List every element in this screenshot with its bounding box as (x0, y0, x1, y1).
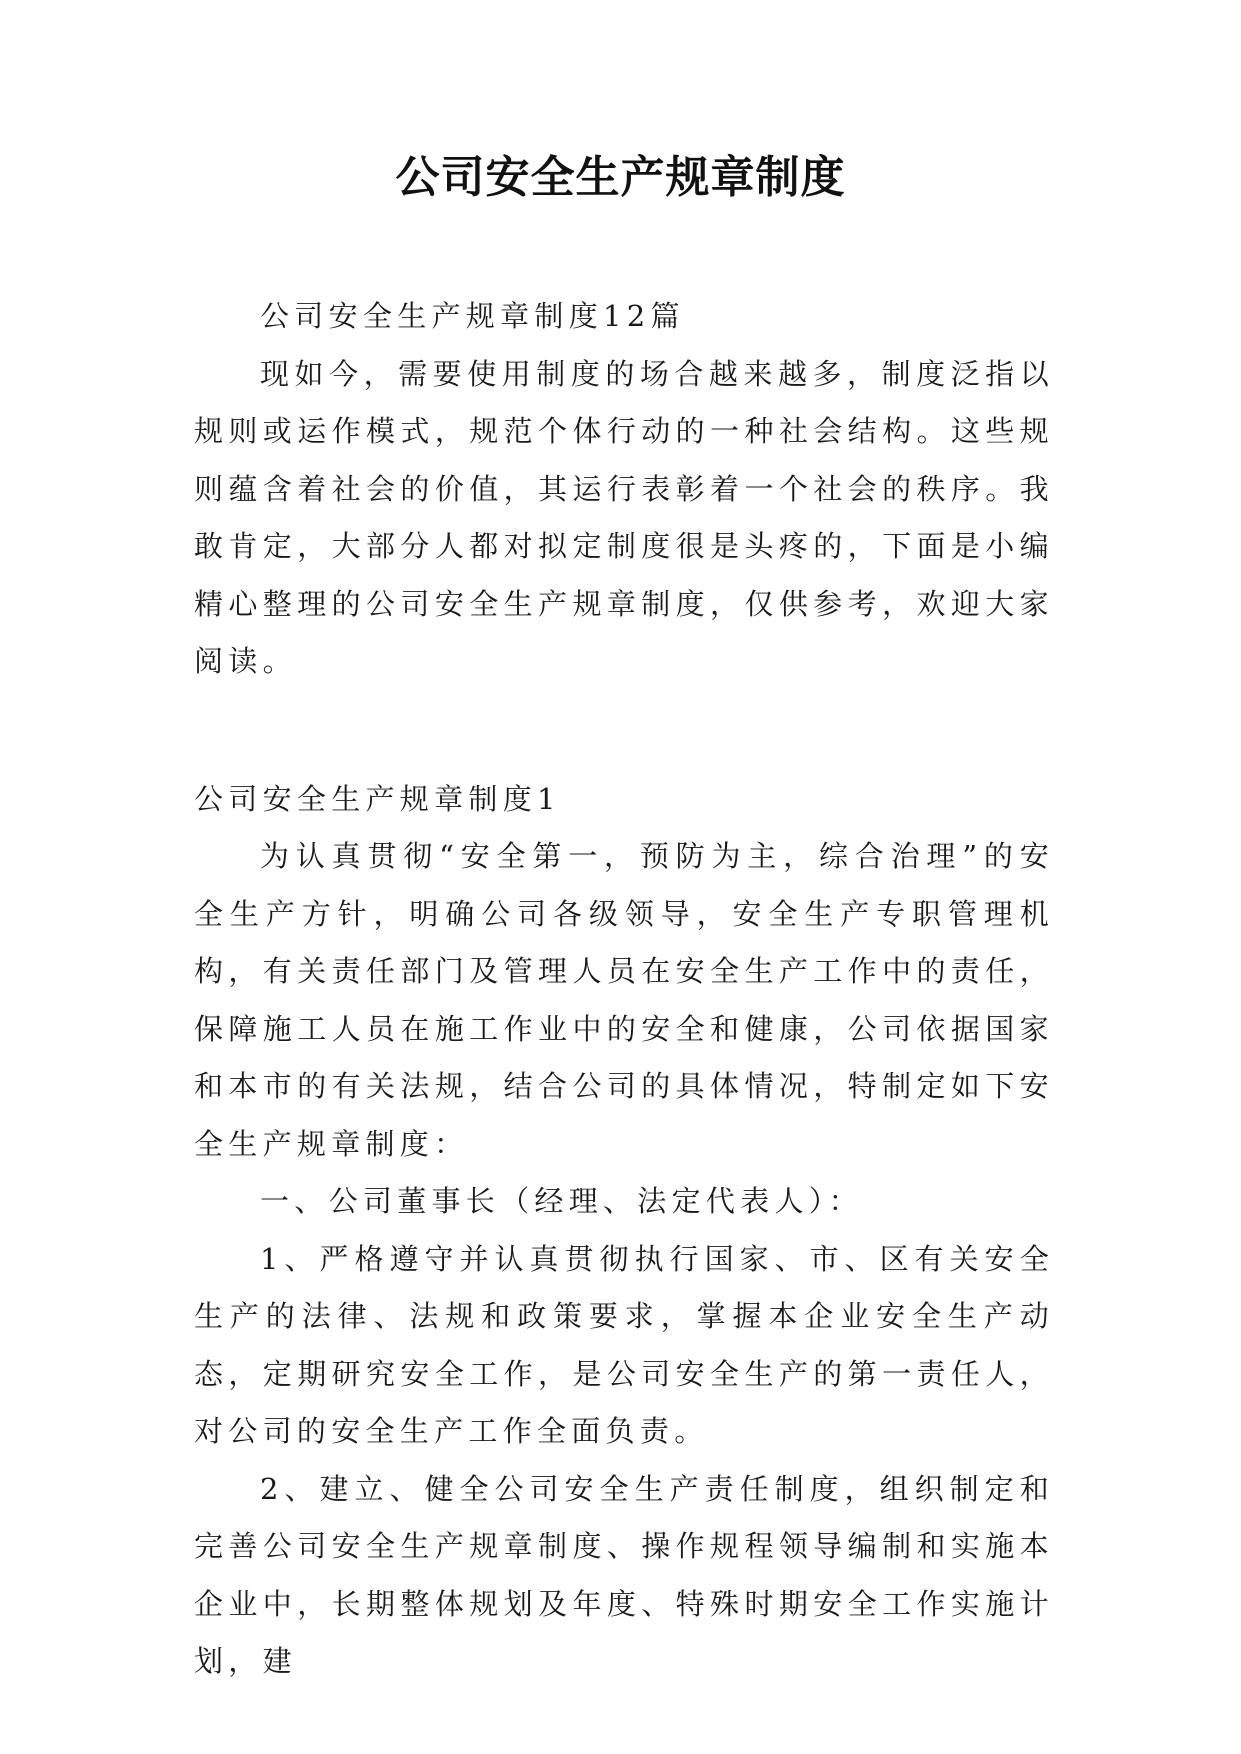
intro-paragraph: 现如今，需要使用制度的场合越来越多，制度泛指以规则或运作模式，规范个体行动的一种社会结构。这些规则蕴含着社会的价值，其运行表彰着一个社会的秩序。我敢肯定，大部分人都对拟定制度很是头疼的，下面是小编精心整理的公司安全生产规章制度，仅供参考，欢迎大家阅读。 (194, 356, 1054, 678)
document-body (194, 288, 1054, 1691)
section-heading: 公司安全生产规章制度1 (194, 781, 561, 816)
body-paragraph: 2、建立、健全公司安全生产责任制度，组织制定和完善公司安全生产规章制度、操作规程领导编制和实施本企业中，长期整体规划及年度、特殊时期安全工作实施计划，建 (194, 1471, 1054, 1678)
body-paragraph: 1、严格遵守并认真贯彻执行国家、市、区有关安全生产的法律、法规和政策要求，掌握本企业安全生产动态，定期研究安全工作，是公司安全生产的第一责任人，对公司的安全生产工作全面负责。 (194, 1241, 1054, 1448)
body-paragraph: 一、公司董事长（经理、法定代表人）： (260, 1184, 863, 1218)
document-title: 公司安全生产规章制度 (395, 152, 846, 203)
document-subtitle: 公司安全生产规章制度12篇 (260, 299, 685, 333)
section-spacer (194, 691, 1054, 771)
body-paragraph: 为认真贯彻“安全第一，预防为主，综合治理”的安全生产方针，明确公司各级领导，安全生产专职管理机构，有关责任部门及管理人员在安全生产工作中的责任，保障施工人员在施工作业中的安全和健康，公司依据国家和本市的有关法规，结合公司的具体情况，特制定如下安全生产规章制度： (194, 839, 1054, 1161)
